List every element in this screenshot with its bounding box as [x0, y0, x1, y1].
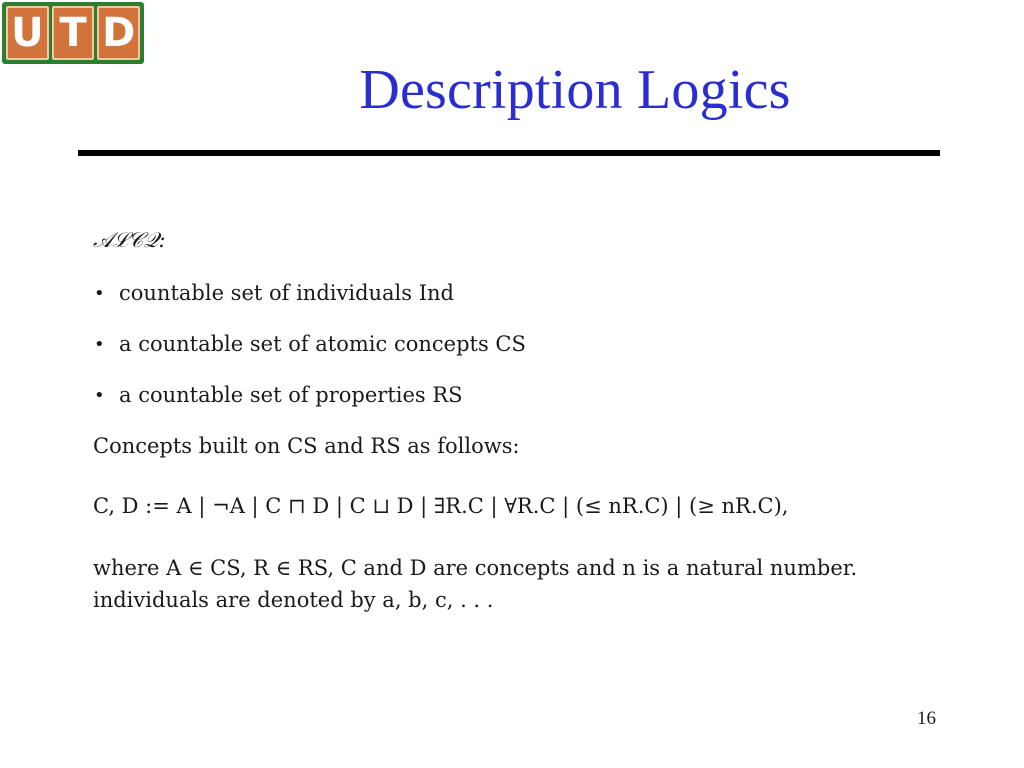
title-divider [78, 150, 940, 156]
bullet-marker: • [94, 385, 105, 406]
logo-letter-d: D [97, 6, 140, 60]
bullet-marker: • [94, 334, 105, 355]
bullet-properties: a countable set of properties RS [119, 383, 463, 407]
individuals-note: individuals are denoted by a, b, c, . . . [93, 588, 494, 612]
utd-logo [2, 2, 144, 64]
page-number: 16 [917, 708, 936, 729]
concept-grammar: C, D := A | ¬A | C ⊓ D | C ⊔ D | ∃R.C | ∀R.C | (≤ nR.C) | (≥ nR.C), [93, 494, 789, 518]
concepts-intro: Concepts built on CS and RS as follows: [93, 434, 520, 458]
logic-name: 𝒜ℒ𝒞𝒬: [93, 228, 166, 252]
bullet-marker: • [94, 283, 105, 304]
where-clause: where A ∈ CS, R ∈ RS, C and D are concepts and n is a natural number. [93, 556, 858, 580]
bullet-individuals: countable set of individuals Ind [119, 281, 454, 305]
bullet-atomic-concepts: a countable set of atomic concepts CS [119, 332, 526, 356]
logo-letter-u: U [6, 6, 49, 60]
logo-letter-t: T [52, 6, 95, 60]
slide-title: Description Logics [359, 59, 791, 121]
